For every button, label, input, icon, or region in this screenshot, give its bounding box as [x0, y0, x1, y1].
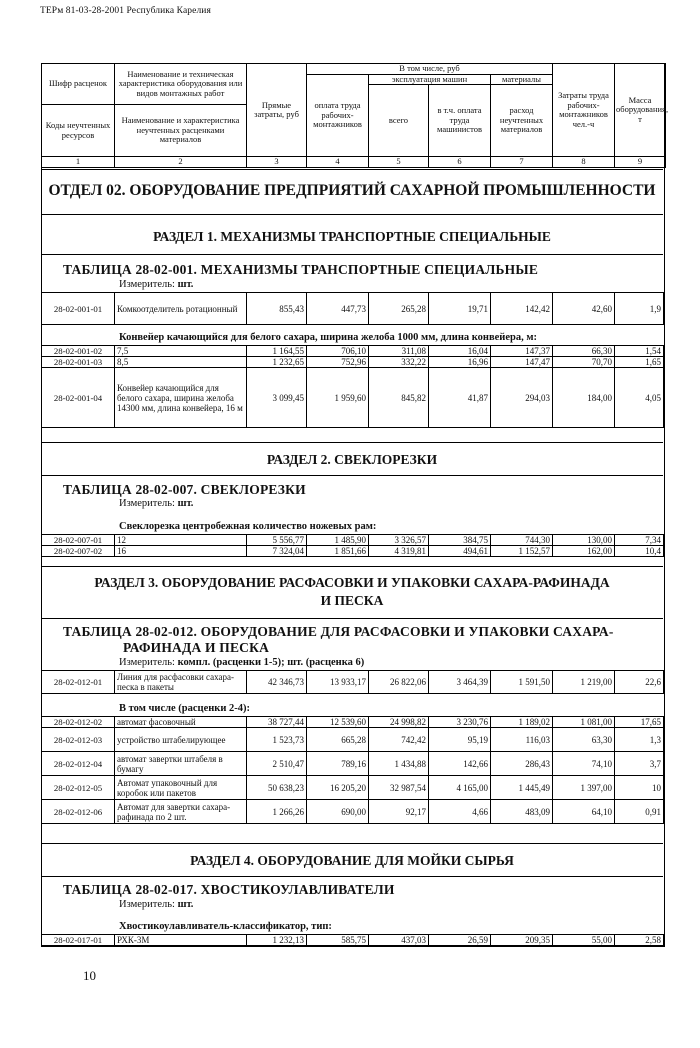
subgroup-label: Свеклорезка центробежная количество ножевых рам:: [119, 521, 377, 532]
direct-cost: 7 324,04: [247, 546, 307, 557]
row-code: 28-02-012-05: [42, 776, 115, 800]
materials-value: 147,47: [491, 357, 553, 368]
materials-value: 209,35: [491, 935, 553, 946]
measure-value: шт.: [177, 498, 194, 509]
direct-cost: 1 232,65: [247, 357, 307, 368]
machine-cost: 4 319,81: [369, 546, 429, 557]
measure-unit: [119, 279, 193, 290]
section-title: РАЗДЕЛ 4. ОБОРУДОВАНИЕ ДЛЯ МОЙКИ СЫРЬЯ: [190, 853, 514, 868]
col-number: 7: [491, 157, 553, 168]
machine-cost: 742,42: [369, 728, 429, 752]
section-title: РАЗДЕЛ 1. МЕХАНИЗМЫ ТРАНСПОРТНЫЕ СПЕЦИАЛЬНЫЕ: [153, 229, 551, 244]
table-row: [42, 368, 664, 428]
row-name: Комкоотделитель ротационный: [115, 293, 247, 325]
col-mass-header: Масса оборудования, т: [615, 64, 666, 157]
section-1-table: [41, 254, 663, 443]
row-code: 28-02-001-02: [42, 346, 115, 357]
labor-hours: 66,30: [553, 346, 615, 357]
section-4-table: [41, 876, 663, 947]
department-title: ОТДЕЛ 02. ОБОРУДОВАНИЕ ПРЕДПРИЯТИЙ САХАРНОЙ ПРОМЫШЛЕННОСТИ: [48, 182, 656, 199]
table-row: [42, 357, 664, 368]
machine-cost: 26 822,06: [369, 671, 429, 694]
row-code: 28-02-012-01: [42, 671, 115, 694]
machine-cost: 332,22: [369, 357, 429, 368]
mass-value: 7,34: [615, 535, 664, 546]
data-table: [41, 716, 664, 824]
data-table: [41, 670, 664, 694]
machinist-wages: 3 464,39: [429, 671, 491, 694]
wages-value: 789,16: [307, 752, 369, 776]
mass-value: 22,6: [615, 671, 664, 694]
subgroup-label: Хвостикоулавливатель-классификатор, тип:: [119, 921, 332, 932]
table-title: ТАБЛИЦА 28-02-017. ХВОСТИКОУЛАВЛИВАТЕЛИ: [63, 882, 395, 897]
measure-label: Измеритель:: [119, 498, 175, 509]
table-row: [42, 293, 664, 325]
row-name: Конвейер качающийся для белого сахара, ширина желоба 14300 мм, длина конвейера, 16 м: [115, 368, 247, 428]
col-number: 4: [307, 157, 369, 168]
labor-hours: 63,30: [553, 728, 615, 752]
row-code: 28-02-001-03: [42, 357, 115, 368]
row-code: 28-02-012-06: [42, 800, 115, 824]
row-name: Автомат упаковочный для коробок или пакетов: [115, 776, 247, 800]
row-name: РХК-3М: [115, 935, 247, 946]
materials-value: 294,03: [491, 368, 553, 428]
section-3-heading: [41, 566, 663, 619]
row-code: 28-02-017-01: [42, 935, 115, 946]
col-name-unacc-header: Наименование и характеристика неучтенных расценками материалов: [115, 105, 247, 157]
col-materials-header: материалы: [491, 74, 553, 85]
mass-value: 2,58: [615, 935, 664, 946]
measure-value: шт.: [177, 899, 194, 910]
machine-cost: 3 326,57: [369, 535, 429, 546]
col-operation-header: эксплуатация машин: [369, 74, 491, 85]
machinist-wages: 19,71: [429, 293, 491, 325]
table-title: ТАБЛИЦА 28-02-007. СВЕКЛОРЕЗКИ: [63, 482, 306, 497]
machinist-wages: 4 165,00: [429, 776, 491, 800]
labor-hours: 74,10: [553, 752, 615, 776]
labor-hours: 162,00: [553, 546, 615, 557]
row-code: 28-02-012-03: [42, 728, 115, 752]
section-3-table: [41, 618, 663, 844]
table-row: [42, 728, 664, 752]
table-row: [42, 346, 664, 357]
labor-hours: 1 219,00: [553, 671, 615, 694]
machinist-wages: 26,59: [429, 935, 491, 946]
mass-value: 1,3: [615, 728, 664, 752]
labor-hours: 130,00: [553, 535, 615, 546]
measure-value: шт.: [177, 279, 194, 290]
col-number: 9: [615, 157, 666, 168]
column-header: [41, 63, 669, 168]
row-code: 28-02-007-01: [42, 535, 115, 546]
direct-cost: 1 266,26: [247, 800, 307, 824]
machine-cost: 311,08: [369, 346, 429, 357]
mass-value: 1,65: [615, 357, 664, 368]
section-2-heading: [41, 442, 663, 476]
row-name: автомат завертки штабеля в бумагу: [115, 752, 247, 776]
row-code: 28-02-012-02: [42, 717, 115, 728]
wages-value: 12 539,60: [307, 717, 369, 728]
materials-value: 1 189,02: [491, 717, 553, 728]
section-title: И ПЕСКА: [320, 593, 384, 608]
table-title: ТАБЛИЦА 28-02-012. ОБОРУДОВАНИЕ ДЛЯ РАСФАСОВКИ И УПАКОВКИ САХАРА-: [63, 624, 614, 639]
direct-cost: 3 099,45: [247, 368, 307, 428]
col-number: 2: [115, 157, 247, 168]
data-table: [41, 292, 664, 325]
row-name: автомат фасовочный: [115, 717, 247, 728]
row-code: 28-02-007-02: [42, 546, 115, 557]
row-code: 28-02-012-04: [42, 752, 115, 776]
machinist-wages: 4,66: [429, 800, 491, 824]
table-row: [42, 717, 664, 728]
col-code-header: Шифр расценок: [42, 64, 115, 105]
machinist-wages: 41,87: [429, 368, 491, 428]
machine-cost: 845,82: [369, 368, 429, 428]
col-labor-header: Затраты труда рабочих-монтажников чел.-ч: [553, 64, 615, 157]
machine-cost: 1 434,88: [369, 752, 429, 776]
labor-hours: 1 081,00: [553, 717, 615, 728]
wages-value: 1 959,60: [307, 368, 369, 428]
row-name: устройство штабелирующее: [115, 728, 247, 752]
materials-value: 142,42: [491, 293, 553, 325]
machinist-wages: 384,75: [429, 535, 491, 546]
wages-value: 665,28: [307, 728, 369, 752]
direct-cost: 855,43: [247, 293, 307, 325]
row-code: 28-02-001-01: [42, 293, 115, 325]
col-number: 5: [369, 157, 429, 168]
materials-value: 1 445,49: [491, 776, 553, 800]
col-op-wages-header: в т.ч. оплата труда машинистов: [429, 85, 491, 157]
direct-cost: 1 232,13: [247, 935, 307, 946]
labor-hours: 64,10: [553, 800, 615, 824]
wages-value: 13 933,17: [307, 671, 369, 694]
machine-cost: 92,17: [369, 800, 429, 824]
mass-value: 1,9: [615, 293, 664, 325]
wages-value: 1 851,66: [307, 546, 369, 557]
col-name-header: Наименование и техническая характеристика оборудования или видов монтажных работ: [115, 64, 247, 105]
wages-value: 752,96: [307, 357, 369, 368]
col-op-total-header: всего: [369, 85, 429, 157]
wages-value: 1 485,90: [307, 535, 369, 546]
direct-cost: 50 638,23: [247, 776, 307, 800]
measure-label: Измеритель:: [119, 899, 175, 910]
materials-value: 116,03: [491, 728, 553, 752]
col-mat-unacc-header: расход неучтенных материалов: [491, 85, 553, 157]
labor-hours: 70,70: [553, 357, 615, 368]
table-row: [42, 935, 664, 946]
table-title: ТАБЛИЦА 28-02-001. МЕХАНИЗМЫ ТРАНСПОРТНЫЕ СПЕЦИАЛЬНЫЕ: [63, 262, 539, 277]
table-row: [42, 535, 664, 546]
labor-hours: 55,00: [553, 935, 615, 946]
labor-hours: 1 397,00: [553, 776, 615, 800]
row-name: 16: [115, 546, 247, 557]
measure-label: Измеритель:: [119, 657, 175, 668]
materials-value: 286,43: [491, 752, 553, 776]
measure-value: компл. (расценки 1-5); шт. (расценка 6): [177, 657, 365, 668]
document-reference: ТЕРм 81-03-28-2001 Республика Карелия: [40, 6, 211, 16]
row-name: 8,5: [115, 357, 247, 368]
labor-hours: 184,00: [553, 368, 615, 428]
materials-value: 147,37: [491, 346, 553, 357]
data-table: [41, 534, 664, 557]
machinist-wages: 494,61: [429, 546, 491, 557]
materials-value: 483,09: [491, 800, 553, 824]
wages-value: 447,73: [307, 293, 369, 325]
table-row: [42, 546, 664, 557]
mass-value: 0,91: [615, 800, 664, 824]
mass-value: 10,4: [615, 546, 664, 557]
machinist-wages: 16,96: [429, 357, 491, 368]
direct-cost: 1 523,73: [247, 728, 307, 752]
section-1-heading: [41, 214, 663, 255]
mass-value: 3,7: [615, 752, 664, 776]
table-row: [42, 671, 664, 694]
section-title: РАЗДЕЛ 3. ОБОРУДОВАНИЕ РАСФАСОВКИ И УПАКОВКИ САХАРА-РАФИНАДА: [94, 575, 610, 590]
labor-hours: 42,60: [553, 293, 615, 325]
wages-value: 16 205,20: [307, 776, 369, 800]
row-name: 12: [115, 535, 247, 546]
department-block: [41, 169, 663, 215]
machinist-wages: 16,04: [429, 346, 491, 357]
section-title: РАЗДЕЛ 2. СВЕКЛОРЕЗКИ: [266, 452, 438, 467]
measure-unit: [119, 899, 193, 910]
machinist-wages: 142,66: [429, 752, 491, 776]
col-wages-header: оплата труда рабочих-монтажников: [307, 74, 369, 157]
direct-cost: 1 164,55: [247, 346, 307, 357]
mass-value: 17,65: [615, 717, 664, 728]
machine-cost: 24 998,82: [369, 717, 429, 728]
mass-value: 1,54: [615, 346, 664, 357]
col-codes-unacc-header: Коды неучтенных ресурсов: [42, 105, 115, 157]
section-2-table: [41, 475, 663, 567]
section-4-heading: [41, 843, 663, 877]
col-number: 8: [553, 157, 615, 168]
measure-unit: [119, 657, 364, 668]
measure-unit: [119, 498, 193, 509]
column-numbers-row: [42, 157, 666, 168]
measure-label: Измеритель:: [119, 279, 175, 290]
data-table: [41, 345, 664, 428]
table-row: [42, 776, 664, 800]
wages-value: 706,10: [307, 346, 369, 357]
wages-value: 585,75: [307, 935, 369, 946]
wages-value: 690,00: [307, 800, 369, 824]
mass-value: 4,05: [615, 368, 664, 428]
row-name: Линия для расфасовки сахара-песка в пакеты: [115, 671, 247, 694]
row-code: 28-02-001-04: [42, 368, 115, 428]
table-row: [42, 800, 664, 824]
col-number: 1: [42, 157, 115, 168]
materials-value: 1 152,57: [491, 546, 553, 557]
subgroup-label: В том числе (расценки 2-4):: [119, 703, 251, 714]
col-number: 6: [429, 157, 491, 168]
materials-value: 1 591,50: [491, 671, 553, 694]
row-name: Автомат для завертки сахара-рафинада по 2 шт.: [115, 800, 247, 824]
direct-cost: 5 556,77: [247, 535, 307, 546]
data-table: [41, 934, 664, 946]
machine-cost: 32 987,54: [369, 776, 429, 800]
subgroup-label: Конвейер качающийся для белого сахара, ширина желоба 1000 мм, длина конвейера, м:: [119, 332, 538, 343]
col-incl-header: В том числе, руб: [307, 64, 553, 75]
direct-cost: 42 346,73: [247, 671, 307, 694]
page-number: 10: [83, 968, 96, 983]
row-name: 7,5: [115, 346, 247, 357]
table-title: РАФИНАДА И ПЕСКА: [123, 640, 270, 655]
materials-value: 744,30: [491, 535, 553, 546]
machinist-wages: 3 230,76: [429, 717, 491, 728]
machine-cost: 437,03: [369, 935, 429, 946]
direct-cost: 2 510,47: [247, 752, 307, 776]
mass-value: 10: [615, 776, 664, 800]
table-row: [42, 752, 664, 776]
col-direct-header: Прямые затраты, руб: [247, 64, 307, 157]
machinist-wages: 95,19: [429, 728, 491, 752]
machine-cost: 265,28: [369, 293, 429, 325]
col-number: 3: [247, 157, 307, 168]
direct-cost: 38 727,44: [247, 717, 307, 728]
